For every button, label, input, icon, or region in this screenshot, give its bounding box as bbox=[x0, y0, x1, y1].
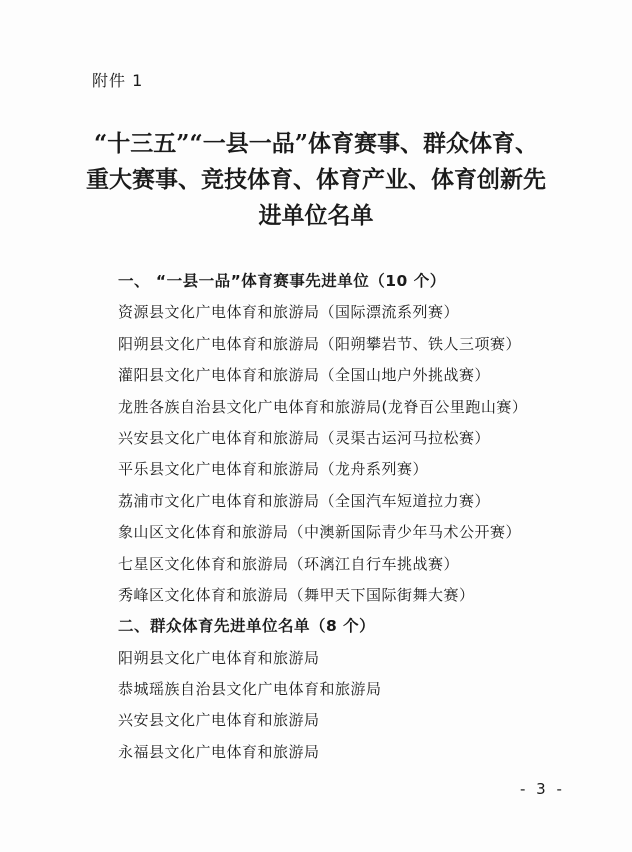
list-item: 兴安县文化广电体育和旅游局（灵渠古运河马拉松赛） bbox=[118, 428, 491, 447]
list-item: 荔浦市文化广电体育和旅游局（全国汽车短道拉力赛） bbox=[118, 491, 491, 510]
list-item: 恭城瑶族自治县文化广电体育和旅游局 bbox=[118, 680, 382, 699]
page-number: - 3 - bbox=[520, 780, 565, 798]
document-body bbox=[118, 266, 588, 768]
list-item: 永福县文化广电体育和旅游局 bbox=[118, 742, 320, 761]
section-heading: 一、 “一县一品”体育赛事先进单位（10 个） bbox=[118, 272, 446, 290]
list-item: 兴安县文化广电体育和旅游局 bbox=[118, 711, 320, 730]
list-item: 资源县文化广电体育和旅游局（国际漂流系列赛） bbox=[118, 303, 460, 322]
document-title bbox=[60, 126, 572, 234]
title-line: 进单位名单 bbox=[258, 202, 374, 229]
attachment-label: 附件 1 bbox=[92, 71, 144, 90]
list-item: 灌阳县文化广电体育和旅游局（全国山地户外挑战赛） bbox=[118, 366, 491, 385]
list-item: 平乐县文化广电体育和旅游局（龙舟系列赛） bbox=[118, 460, 429, 479]
list-item: 龙胜各族自治县文化广电体育和旅游局(龙脊百公里跑山赛） bbox=[118, 397, 528, 416]
list-item: 七星区文化体育和旅游局（环漓江自行车挑战赛） bbox=[118, 554, 460, 573]
title-line: 重大赛事、竞技体育、体育产业、体育创新先 bbox=[86, 166, 546, 193]
list-item: 象山区文化体育和旅游局（中澳新国际青少年马术公开赛） bbox=[118, 523, 522, 542]
title-line: “十三五”“一县一品”体育赛事、群众体育、 bbox=[94, 130, 538, 157]
section-heading: 二、群众体育先进单位名单（8 个） bbox=[118, 617, 376, 636]
list-item: 阳朔县文化广电体育和旅游局 bbox=[118, 648, 320, 667]
list-item: 秀峰区文化体育和旅游局（舞甲天下国际街舞大赛） bbox=[118, 585, 475, 604]
list-item: 阳朔县文化广电体育和旅游局（阳朔攀岩节、铁人三项赛） bbox=[118, 334, 522, 353]
